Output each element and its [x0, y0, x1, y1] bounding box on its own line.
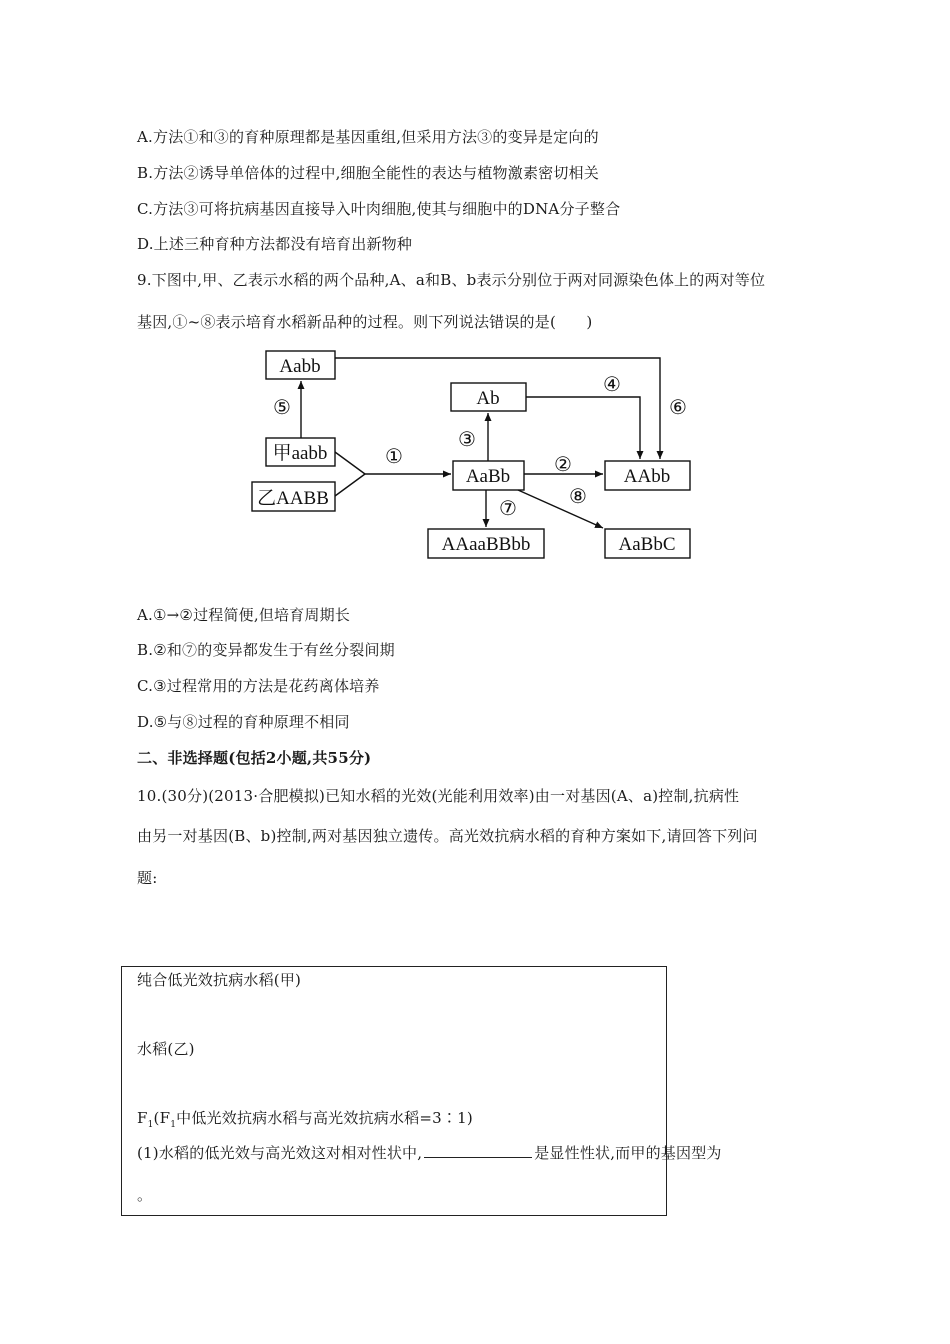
q8-option-c: C.方法③可将抗病基因直接导入叶肉细胞,使其与细胞中的DNA分子整合: [137, 200, 621, 218]
arrow-8: [518, 490, 603, 528]
breeding-scheme-box: [121, 966, 667, 1216]
label-1: ①: [385, 446, 403, 468]
scheme-f1: [137, 1108, 473, 1135]
node-aabbc: AaBbC: [618, 534, 676, 555]
label-5: ⑤: [273, 397, 291, 419]
q10-sub1-part1: (1)水稻的低光效与高光效这对相对性状中,: [137, 1144, 423, 1162]
scheme-jia: 纯合低光效抗病水稻(甲): [137, 971, 302, 989]
label-3: ③: [458, 429, 476, 451]
q8-option-d: D.上述三种育种方法都没有培育出新物种: [137, 235, 413, 253]
q9-option-b: B.②和⑦的变异都发生于有丝分裂间期: [137, 641, 395, 659]
node-yi: 乙AABB: [257, 488, 329, 509]
node-ab: Ab: [476, 388, 500, 409]
q9-option-d: D.⑤与⑧过程的育种原理不相同: [137, 713, 350, 731]
merge-line-jia: [335, 452, 365, 474]
arrow-4: [526, 397, 640, 459]
q10-sub1-end: 。: [137, 1186, 153, 1204]
q9-stem-line2: 基因,①~⑧表示培育水稻新品种的过程。则下列说法错误的是( ): [137, 313, 593, 331]
node-jia: 甲aabb: [272, 443, 328, 464]
q9-stem-line1: 9.下图中,甲、乙表示水稻的两个品种,A、a和B、b表示分别位于两对同源染色体上的两对等位: [137, 271, 766, 289]
label-2: ②: [554, 454, 572, 476]
f1-prefix: F: [137, 1109, 148, 1127]
q9-option-a: A.①→②过程简便,但培育周期长: [137, 606, 351, 624]
breeding-process-diagram: [240, 340, 710, 565]
label-4: ④: [603, 374, 621, 396]
label-8: ⑧: [569, 486, 587, 508]
node-aaaabbbb: AAaaBBbb: [441, 534, 531, 555]
q9-option-c: C.③过程常用的方法是花药离体培养: [137, 677, 380, 695]
q10-line1: 10.(30分)(2013·合肥模拟)已知水稻的光效(光能利用效率)由一对基因(A、a)控制,抗病性: [137, 787, 740, 805]
q10-line2: 由另一对基因(B、b)控制,两对基因独立遗传。高光效抗病水稻的育种方案如下,请回答下列问: [137, 827, 758, 845]
node-aabb-right: AAbb: [623, 466, 671, 487]
q8-option-b: B.方法②诱导单倍体的过程中,细胞全能性的表达与植物激素密切相关: [137, 164, 599, 182]
section-2-heading: 二、非选择题(包括2小题,共55分): [137, 749, 372, 767]
q10-sub1: [137, 1143, 722, 1163]
q10-line3: 题:: [137, 869, 158, 887]
merge-line-yi: [335, 474, 365, 496]
answer-blank-dominant-trait[interactable]: [424, 1143, 532, 1158]
q10-sub1-part2: 是显性性状,而甲的基因型为: [534, 1144, 722, 1162]
f1-subscript: 1: [147, 1120, 154, 1130]
node-aabb-top: Aabb: [279, 356, 321, 377]
node-aabb-center: AaBb: [465, 466, 511, 487]
label-6: ⑥: [669, 397, 687, 419]
f1-subscript-2: 1: [170, 1120, 177, 1130]
f1-rest: 中低光效抗病水稻与高光效抗病水稻=3∶1): [176, 1109, 473, 1127]
scheme-yi: 水稻(乙): [137, 1040, 195, 1058]
label-7: ⑦: [499, 498, 517, 520]
q8-option-a: A.方法①和③的育种原理都是基因重组,但采用方法③的变异是定向的: [137, 128, 599, 146]
f1-mid: (F: [153, 1109, 171, 1127]
